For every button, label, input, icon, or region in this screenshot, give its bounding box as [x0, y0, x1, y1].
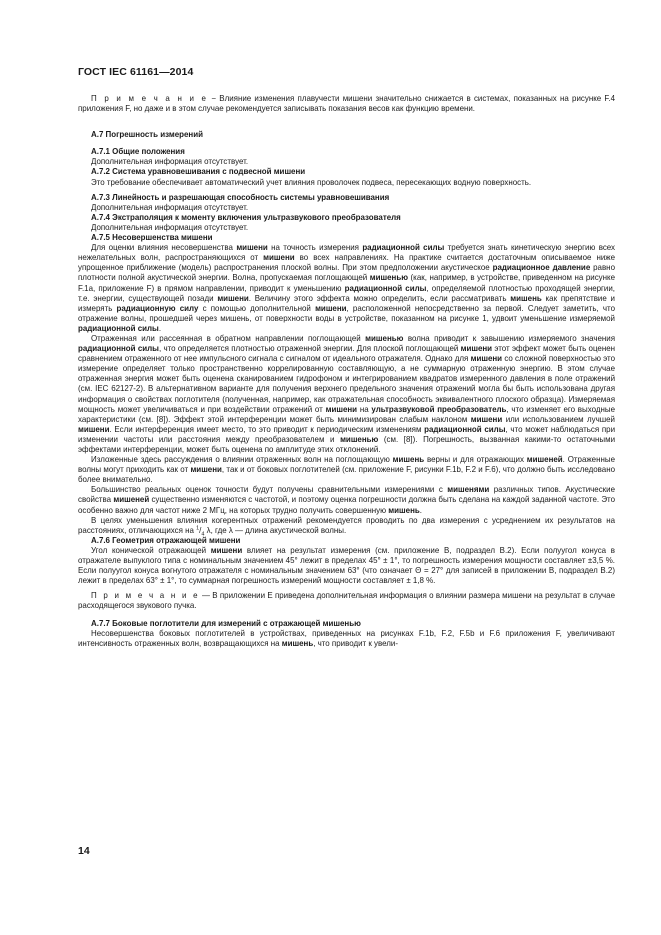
text-run: Для оценки влияния несовершенства	[91, 243, 237, 253]
text-run: (см. [8]). Погрешность, вызванная какими-то остаточными эффектами интерференции, может быть оценена по амплитуде этих отклонений.	[78, 434, 615, 454]
section-a75-paragraph-1	[78, 243, 615, 334]
section-a75-paragraph-4	[78, 485, 615, 515]
bold-term: мишенью	[369, 273, 408, 283]
bold-term: радиационной силы	[78, 344, 159, 354]
section-a72-title: А.7.2 Система уравновешивания с подвесной мишени	[91, 167, 306, 177]
section-a72-text: Это требование обеспечивает автоматический учет влияния проволочек подвеса, пересекающих водную поверхность.	[91, 177, 532, 187]
text-run: , расположенной непосредственно за первой. Следует заметить, что отражение волны, прошедшей через мишень, от поверхности воды в устройстве, показанном на рисунке 1, удвоит уменьшение измеряемой	[78, 303, 615, 323]
bold-term: мишени	[190, 465, 222, 475]
bold-term: мишени	[78, 424, 110, 434]
text-run: .	[419, 505, 422, 515]
bold-term: радиационной силы	[362, 243, 445, 253]
text-run: различных типов. Акустические свойства	[78, 485, 616, 505]
text-run: или использованием лучшей	[502, 414, 615, 424]
note-label: П р и м е ч а н и е	[91, 94, 209, 103]
text-run: на	[357, 404, 372, 414]
section-a75-paragraph-5: В целях уменьшения влияния когерентных отражений рекомендуется проводить по два измерения с усреднением их результатов на расстояниях, отличающихся на $^1/_4$ λ, где λ — длина акустической волны.	[78, 515, 615, 538]
a77-bold: мишень	[281, 638, 314, 648]
bold-term: мишеней	[526, 455, 563, 465]
a77-after: , что приводит к увели-	[313, 638, 398, 648]
a76-start: Угол конической отражающей	[91, 545, 211, 555]
text-run: этот эффект может быть оценен сравнением отраженного от нее импульсного сигнала с сигналом от идеального отражателя. Однако для	[78, 344, 616, 364]
a76-rest: влияет на результат измерения (см. приложение В, подраздел В.2). Если полуугол конуса в отражателе выпуклого типа с номинальным значением 45° лежит в пределах 45° ± 1°, то погрешность измерения мощности составляет ±3,5 %. Если полуугол конуса вогнутого отражателя с номинальным значением 63° (что означает Θ = 27° для записей в приложении В, подраздел В.2) лежит в пределах 63° ± 1°, то суммарная погрешность измерений мощности составляет ± 1,8 %.	[78, 545, 615, 586]
text-run: как препятствие и измерять	[78, 293, 615, 313]
text-run: .	[158, 323, 162, 333]
bold-term: мишени	[460, 344, 493, 354]
note-text: − Влияние изменения плавучести мишени значительно снижается в системах, показанных на рисунке F.4 приложения F, но даже и в этом случае рекомендуется записывать показания весов как функцию времени.	[78, 94, 616, 114]
text-run: верны и для отражающих	[424, 455, 527, 465]
bold-term: мишеней	[113, 495, 150, 505]
bold-term: мишени	[217, 293, 249, 303]
text-run: , так и от боковых поглотителей (см. приложение F, рисунки F.1b, F.2 и F.6), что должно быть исследовано более внимательно.	[78, 465, 615, 485]
document-header: ГОСТ IEC 61161—2014	[78, 66, 194, 78]
text-run: с помощью дополнительной	[198, 303, 316, 313]
bold-term: радиационное давление	[492, 263, 591, 273]
section-a74-title: А.7.4 Экстраполяция к моменту включения ультразвукового преобразователя	[91, 212, 401, 222]
bold-term: мишень	[392, 455, 425, 465]
bold-term: мишени	[325, 404, 358, 414]
bold-term: мишенью	[365, 333, 404, 343]
note-text: — В приложении Е приведена дополнительная информация о влиянии размера мишени на результат в случае расходящегося звукового пучка.	[78, 591, 615, 611]
a77-before: Несовершенства боковых поглотителей в устройствах, приведенных на рисунках F.1b, F.2, F.5b и F.6 приложения F, увеличивают интенсивность отраженных волн, возвращающихся на	[78, 628, 615, 648]
section-a76-title: А.7.6 Геометрия отражающей мишени	[91, 535, 241, 545]
text-run: , что может наблюдаться при изменении частоты или расстояния между преобразователем и	[78, 424, 615, 444]
text-run: Большинство реальных оценок точности будут получены сравнительными измерениями с	[91, 485, 448, 495]
text-run: на точность измерения	[267, 243, 363, 253]
section-a7-title: А.7 Погрешность измерений	[91, 130, 203, 140]
text-run: , что изменяет его выходные характеристики (см. [8]). Эффект этой интерференции может быть минимизирован слабым наклоном	[78, 404, 615, 424]
a76-bold: мишени	[210, 545, 243, 555]
text-run: равно плотности полной акустической энергии. Волна, пропускаемая поглощающей	[78, 263, 615, 283]
bold-term: мишени	[315, 303, 347, 313]
p5-after: λ, где λ — длина акустической волны.	[204, 525, 347, 535]
bold-term: мишень	[510, 293, 542, 303]
bold-term: мишень	[388, 505, 420, 515]
text-run: . Величину этого эффекта можно определить, если рассматривать	[248, 293, 511, 303]
text-run: . Отраженные волны могут приходить как от	[78, 455, 615, 475]
page-number: 14	[78, 845, 90, 857]
bold-term: мишени	[236, 243, 268, 253]
text-run: волна приводит к завышению измеряемого значения	[403, 333, 615, 343]
text-run: со сложной поверхностью это измерение определяет только пространственно коррелированную составляющую, а не суммарную отраженную энергию. В этом случае отраженная энергия может быть оценена сканированием гидрофоном и интегрированием квадратов измеренного давления в поле отражений (см. IEC 62127-2). В альтернативном варианте для получения верхнего предельного значения отражений могла бы быть использована другая информация о свойствах поглотителя (полученная, например, как отражательная способность эквивалентного плоского образца). Измеряемая мощность может увеличиваться и при воздействии отражений от	[78, 354, 615, 414]
bold-term: радиационной силы	[424, 424, 506, 434]
section-a75-paragraph-2	[78, 334, 615, 455]
bold-term: мишени	[470, 354, 503, 364]
section-a71-title: А.7.1 Общие положения	[91, 147, 185, 157]
text-run: , определяемой плотностью проходящей энергии, т.е. энергии, существующей позади	[78, 283, 616, 303]
bold-term: радиационную силу	[116, 303, 199, 313]
text-run: Изложенные здесь рассуждения о влиянии отраженных волн на поглощающую	[91, 455, 393, 465]
p5-before: В целях уменьшения влияния когерентных отражений рекомендуется проводить по два измерения с усреднением их результатов на расстояниях, отличающихся на	[78, 515, 615, 535]
section-a77-text	[78, 629, 615, 649]
section-a77-title: А.7.7 Боковые поглотители для измерений с отражающей мишенью	[91, 618, 361, 628]
text-run: требуется знать кинетическую энергию всех нежелательных волн, распространяющихся от	[78, 243, 616, 263]
section-a75-paragraph-3	[78, 455, 615, 485]
bold-term: ультразвуковой преобразователь	[371, 404, 507, 414]
fraction-denominator: 4	[201, 531, 205, 538]
section-a76-text	[78, 546, 615, 586]
section-a73-title: А.7.3 Линейность и разрешающая способность системы уравновешивания	[91, 192, 390, 202]
document-body	[78, 94, 615, 649]
section-a71-text: Дополнительная информация отсутствует.	[91, 157, 249, 167]
bold-term: мишени	[470, 414, 503, 424]
text-run: (как, например, в устройстве, приведенном на рисунке F.1a, приложение F) в прямом направлении, приводит к уменьшению	[78, 273, 616, 293]
bold-term: радиационной силы	[78, 323, 159, 333]
text-run: , что определяется плотностью отраженной энергии. Для плоской поглощающей	[158, 344, 461, 354]
bold-term: мишенями	[447, 485, 490, 495]
section-a75-title: А.7.5 Несовершенства мишени	[91, 233, 213, 243]
text-run: существенно изменяются с частотой, и поэтому оценка погрешности должна быть сделана на каждой заданной частоте. Это особенно важно для частот ниже 2 МГц, на которых трудно получить совершенную	[78, 495, 616, 515]
text-run: во всех направлениях. На практике считается достаточным описываемое ниже упрощенное приближение (модель) распространения плоской волны. При этом предположении акустическое	[78, 253, 615, 273]
section-a73-text: Дополнительная информация отсутствует.	[91, 202, 249, 212]
text-run: . Если интерференция имеет место, то это приводит к периодическим изменениям	[109, 424, 425, 434]
text-run: Отраженная или рассеянная в обратном направлении поглощающей	[91, 333, 366, 343]
note-2	[78, 591, 615, 611]
fraction-numerator: 1	[196, 525, 200, 532]
bold-term: радиационной силы	[344, 283, 427, 293]
note-1	[78, 94, 615, 114]
bold-term: мишени	[263, 253, 295, 263]
section-a74-text: Дополнительная информация отсутствует.	[91, 222, 249, 232]
bold-term: мишенью	[340, 434, 379, 444]
note-label: П р и м е ч а н и е	[91, 591, 200, 601]
